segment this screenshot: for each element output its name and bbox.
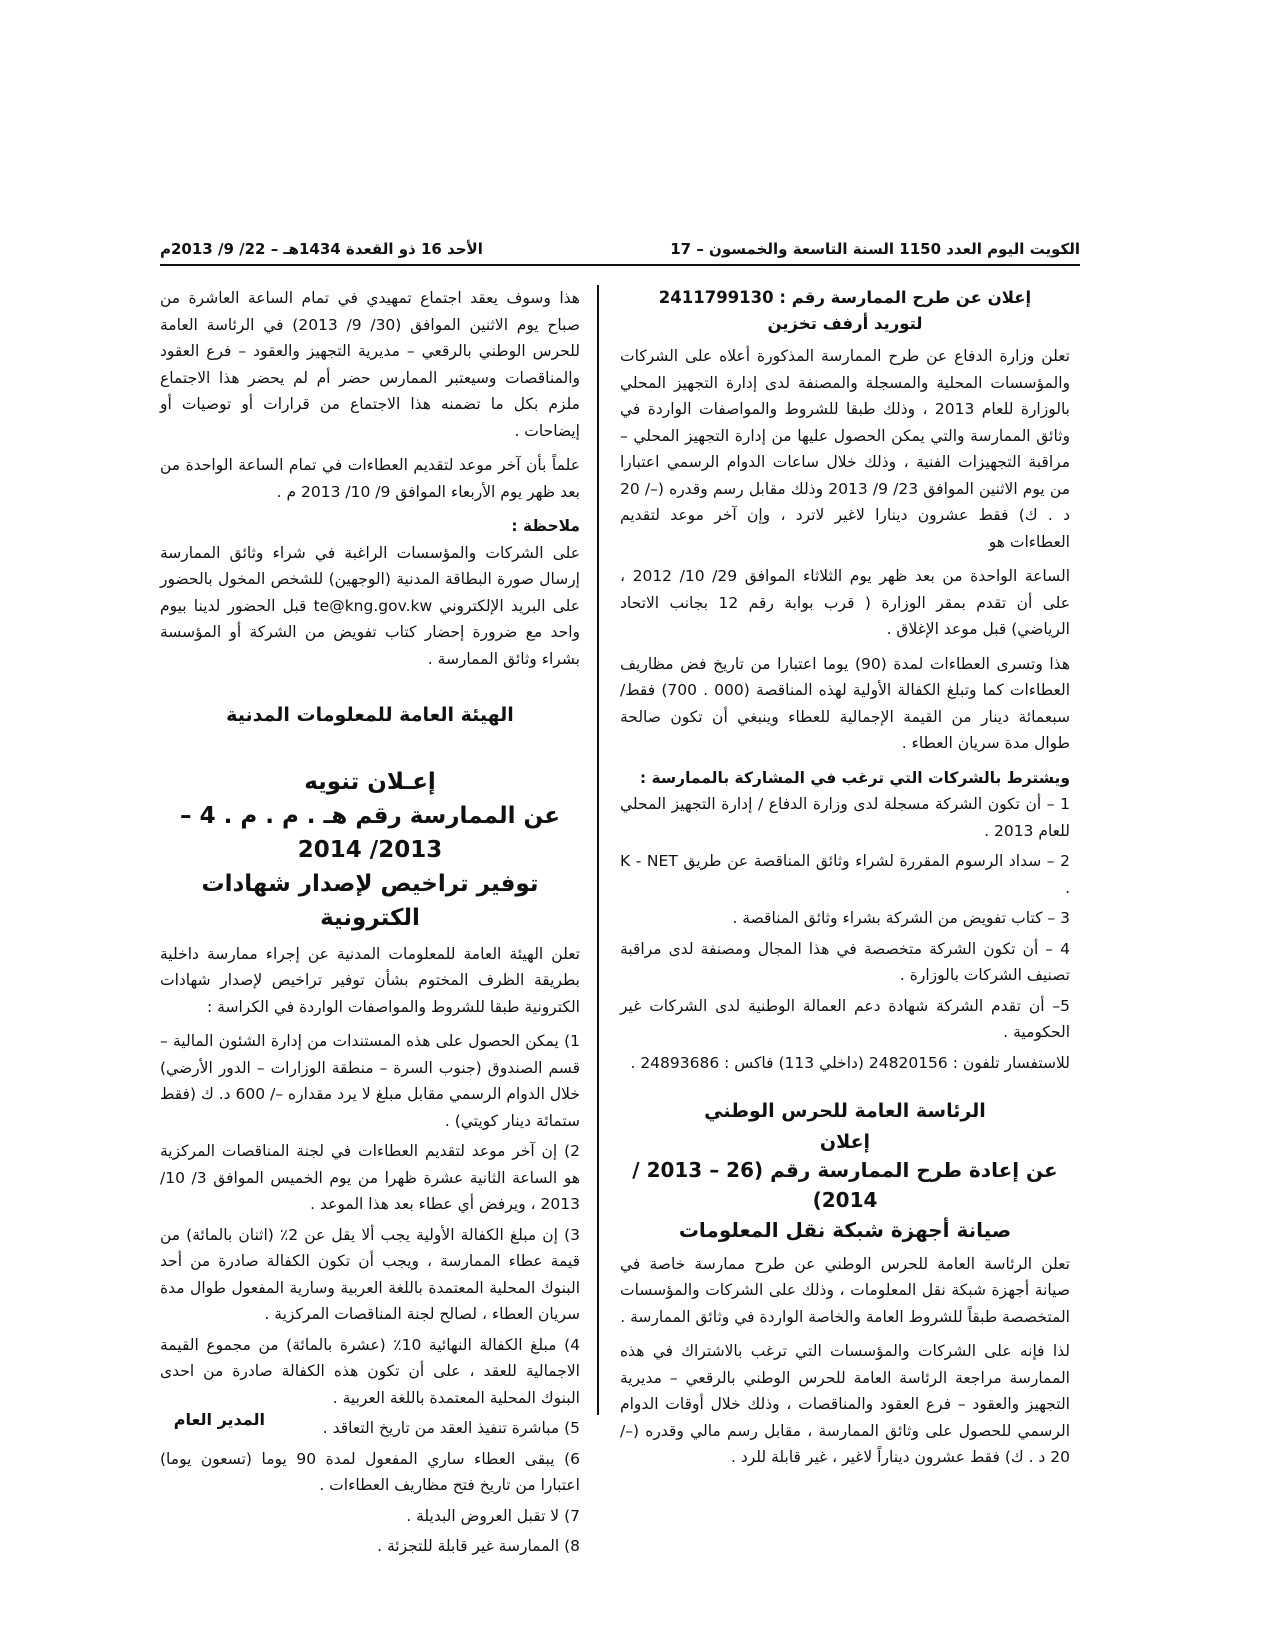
ad2-label: إعلان [819,1130,871,1153]
ad3-item: 6) يبقى العطاء ساري المفعول لمدة 90 يوما (تسعون يوما) اعتبارا من تاريخ فتح مظاريف العطاءات . [160,1449,580,1494]
ad3-label: إعـلان تنويه [304,768,436,795]
note-paragraph: على الشركات والمؤسسات الراغبة في شراء وثائق الممارسة إرسال صورة البطاقة المدنية (الوجهين) للشخص المخول بالحضور على البريد الإلكتروني te@kng.gov.kw قبل الحضور لدينا بيوم واحد مع ضرورة إحضار كتاب تفويض من الشركة أو المؤسسة بشراء وثائق الممارسة . [160,543,581,668]
ad3-item: 5) مباشرة تنفيذ العقد من تاريخ التعاقد . [322,1419,580,1437]
ad3-title-2: توفير تراخيص لإصدار شهادات الكترونية [201,870,539,931]
header-date: الأحد 16 ذو القعدة 1434هـ – 22/ 9/ 2013م [160,240,483,258]
ad3-item: 8) الممارسة غير قابلة للتجزئة . [377,1537,580,1555]
ad1-paragraph-3: هذا وتسرى العطاءات لمدة (90) يوما اعتبارا من تاريخ فض مظاريف العطاءات كما وتبلغ الكفالة الأولية لهذه المناقصة (000 . 700) فقط/ سبعمائة دينار من القيمة الإجمالية للعطاء وينبغي أن تكون صالحة طوال مدة سريان العطاء . [620,654,1070,752]
ad2-paragraph-2: لذا فإنه على الشركات والمؤسسات التي ترغب بالاشتراك في هذه الممارسة مراجعة الرئاسة العامة للحرس الوطني بالرقعي – مديرية التجهيز والعقود – فرع العقود والمناقصات ، وذلك خلال أوقات الدوام الرسمي للحصول على وثائق الممارسة ، مقابل رسم مالي وقدره (–/ 20 د . ك) فقط عشرون ديناراً لاغير ، غير قابلة للرد . [620,1342,1070,1466]
ad3-title-1: عن الممارسة رقم هـ . م . م . 4 – 2013/ 2014 [180,802,560,863]
ad1-conditions-title: ويشترط بالشركات التي ترغب في المشاركة بالممارسة : [639,768,1070,787]
ad1-title: إعلان عن طرح الممارسة رقم : 2411799130 [658,288,1032,307]
ad3-item: 7) لا تقبل العروض البديلة . [406,1506,580,1525]
meeting-paragraph: هذا وسوف يعقد اجتماع تمهيدي في تمام الساعة العاشرة من صباح يوم الاثنين الموافق (30/ 9/ 2013) في الرئاسة العامة للحرس الوطني بالرقعي – مديرية التجهيز والعقود – فرع العقود والمناقصات وسيعتبر الممارس حضر أم لم يحضر هذا الاجتماع ملزم بكل ما تضمنه هذا الاجتماع من قرارات أو توصيات أو إيضاحات . [160,289,580,440]
ad2-paragraph-1: تعلن الرئاسة العامة للحرس الوطني عن طرح ممارسة خاصة في صيانة أجهزة شبكة نقل المعلومات ، وذلك على الشركات والمؤسسات المتخصصة طبقاً للشروط العامة والخاصة الواردة في وثائق الممارسة . [620,1254,1070,1326]
right-column [620,285,1070,1479]
ad1-condition-item: 1 – أن تكون الشركة مسجلة لدى وزارة الدفاع / إدارة التجهيز المحلي للعام 2013 . [620,795,1070,840]
ad2-title-1: عن إعادة طرح الممارسة رقم (26 – 2013 / 2014) [632,1157,1058,1212]
ad3-item: 4) مبلغ الكفالة النهائية 10٪ (عشرة بالمائة) من مجموع القيمة الاجمالية للعقد ، على أن تكون هذه الكفالة صادرة من احدى البنوك المحلية المعتمدة باللغة العربية . [160,1335,580,1407]
ad1-paragraph-1: تعلن وزارة الدفاع عن طرح الممارسة المذكورة أعلاه على الشركات والمؤسسات المحلية والمسجلة والمصنفة لدى إدارة التجهيز المحلي بالوزارة للعام 2013 ، وذلك طبقا للشروط والمواصفات الواردة في وثائق الممارسة والتي يمكن الحصول عليها من إدارة التجهيز المحلي – مراقبة التجهيزات الفنية ، وذلك خلال ساعات الدوام الرسمي اعتبارا من يوم الاثنين الموافق 23/ 9/ 2013 وذلك مقابل رسم وقدره (–/ 20 د . ك) فقط عشرون دينارا لاغير لاترد ، وإن آخر موعد لتقديم العطاءات هو [620,347,1070,551]
ad2-organization: الرئاسة العامة للحرس الوطني [704,1100,986,1122]
ad3-item: 3) إن مبلغ الكفالة الأولية يجب ألا يقل عن 2٪ (اثنان بالمائة) من قيمة عطاء الممارسة ، ويجب أن تكون الكفالة صادرة من أحد البنوك المحلية المعتمدة باللغة العربية وسارية المفعول طوال مدة سريان العطاء ، لصالح لجنة المناقصات المركزية . [160,1225,580,1323]
ad3-item: 2) إن آخر موعد لتقديم العطاءات في لجنة المناقصات المركزية هو الساعة الثانية عشرة ظهرا من يوم الخميس الموافق 3/ 10/ 2013 ، ويرفض أي عطاء بعد هذا الموعد . [160,1142,580,1213]
ad3-organization: الهيئة العامة للمعلومات المدنية [226,704,514,726]
deadline-paragraph: علماً بأن آخر موعد لتقديم العطاءات في تمام الساعة الواحدة من بعد ظهر يوم الأربعاء الموافق 9/ 10/ 2013 م . [160,456,580,501]
ad1-subtitle: لتوريد أرفف تخزين [767,314,923,333]
ad1-condition-item: 5– أن تقدم الشركة شهادة دعم العمالة الوطنية لدى الشركات غير الحكومية . [620,996,1070,1041]
signature-title: المدير العام [173,1410,265,1429]
ad1-contact: للاستفسار تلفون : 24820156 (داخلي 113) فاكس : 24893686 . [630,1053,1070,1072]
ad3-item: 1) يمكن الحصول على هذه المستندات من إدارة الشئون المالية – قسم الصندوق (جنوب السرة – منطقة الوزارات – الدور الأرضي) خلال الدوام الرسمي مقابل مبلغ لا يرد مقداره –/ 600 د. ك (فقط ستمائة دينار كويتي) . [160,1032,580,1130]
header-issue-info: الكويت اليوم العدد 1150 السنة التاسعة والخمسون – 17 [670,240,1080,258]
column-divider [597,285,599,1415]
ad1-condition-item: 2 – سداد الرسوم المقررة لشراء وثائق المناقصة عن طريق K - NET . [620,852,1071,897]
ad3-paragraph-1: تعلن الهيئة العامة للمعلومات المدنية عن إجراء ممارسة داخلية بطريقة الظرف المختوم بشأن توفير تراخيص لإصدار شهادات الكترونية طبقا للشروط والمواصفات الواردة في الكراسة : [160,944,580,1016]
left-column [160,285,580,1564]
note-label: ملاحظة : [511,517,580,535]
page-header [160,238,1080,266]
ad1-condition-item: 4 – أن تكون الشركة متخصصة في هذا المجال ومصنفة لدى مراقبة تصنيف الشركات بالوزارة . [620,939,1070,984]
ad1-condition-item: 3 – كتاب تفويض من الشركة بشراء وثائق المناقصة . [732,909,1070,927]
ad2-title-2: صيانة أجهزة شبكة نقل المعلومات [678,1217,1012,1242]
ad1-paragraph-2: الساعة الواحدة من بعد ظهر يوم الثلاثاء الموافق 29/ 10/ 2012 ، على أن تقدم بمقر الوزارة ( قرب بوابة رقم 12 بجانب الاتحاد الرياضي) قبل موعد الإغلاق . [620,567,1071,638]
